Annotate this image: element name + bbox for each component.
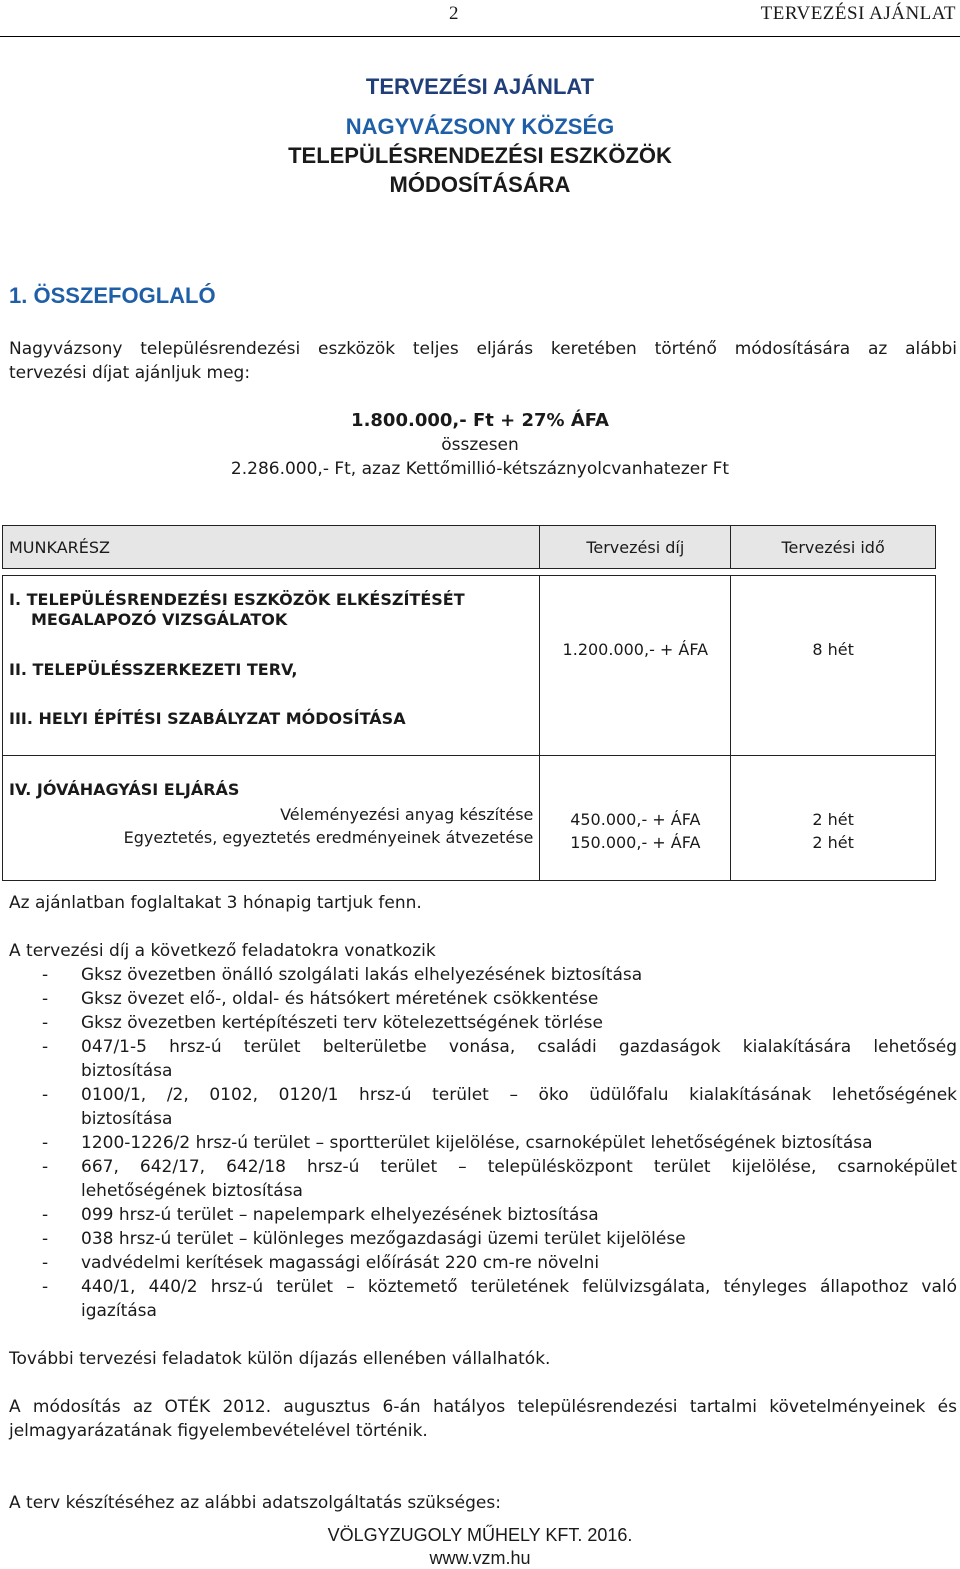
list-item: - 099 hrsz-ú terület – napelempark elhelyezésének biztosítása	[42, 1205, 599, 1225]
list-item: - 667, 642/17, 642/18 hrsz-ú terület – településközpont terület kijelölése, csarnoképület lehetőségének biztosítása	[42, 1157, 957, 1201]
group2-title: IV. JÓVÁHAGYÁSI ELJÁRÁS	[9, 780, 240, 799]
group1-time: 8 hét	[731, 576, 936, 756]
section-heading: 1. ÖSSZEFOGLALÓ	[9, 283, 216, 308]
group2-row-1-label: Véleményezési anyag készítése	[280, 805, 534, 824]
intro-line-1: Nagyvázsony településrendezési eszközök teljes eljárás keretében történő módosítására az alábbi	[9, 339, 957, 359]
list-item: - 0100/1, /2, 0102, 0120/1 hrsz-ú terület – öko üdülőfalu kialakításának lehetőségének biztosítása	[42, 1085, 957, 1129]
header-part: MUNKARÉSZ	[3, 526, 540, 569]
subtitle-municipality: NAGYVÁZSONY KÖZSÉG	[345, 114, 615, 139]
fee-table	[2, 525, 936, 881]
item-1-line-1: I. TELEPÜLÉSRENDEZÉSI ESZKÖZÖK ELKÉSZÍTÉSÉT	[9, 590, 465, 609]
footer-company: VÖLGYZUGOLY MŰHELY KFT. 2016.	[327, 1525, 633, 1545]
list-item: - Gksz övezetben önálló szolgálati lakás elhelyezésének biztosítása	[42, 965, 643, 985]
header-time: Tervezési idő	[731, 526, 936, 569]
item-2: II. TELEPÜLÉSSZERKEZETI TERV,	[9, 660, 298, 679]
list-item: - vadvédelmi kerítések magassági előírását 220 cm-re növelni	[42, 1253, 600, 1273]
group1-items	[3, 576, 540, 756]
page-number: 2	[449, 3, 459, 24]
group2-times	[731, 756, 936, 881]
additional-tasks: További tervezési feladatok külön díjazás ellenében vállalhatók.	[9, 1349, 551, 1369]
price-total-label: összesen	[441, 435, 519, 455]
list-item: - 038 hrsz-ú terület – különleges mezőgazdasági üzemi terület kijelölése	[42, 1229, 686, 1249]
header-title: TERVEZÉSI AJÁNLAT	[760, 3, 956, 24]
list-item: - 1200-1226/2 hrsz-ú terület – sportterület kijelölése, csarnoképület lehetőségének biztosítása	[42, 1133, 873, 1153]
header-divider	[0, 36, 960, 37]
group1-fee: 1.200.000,- + ÁFA	[540, 576, 731, 756]
group2-row-2-label: Egyeztetés, egyeztetés eredményeinek átvezetése	[123, 828, 534, 847]
data-required: A terv készítéséhez az alábbi adatszolgáltatás szükséges:	[9, 1493, 501, 1513]
scope-intro: A tervezési díj a következő feladatokra vonatkozik	[9, 941, 436, 961]
price-net: 1.800.000,- Ft + 27% ÁFA	[351, 410, 609, 431]
group2-fees	[540, 756, 731, 881]
price-total: 2.286.000,- Ft, azaz Kettőmillió-kétszáznyolcvanhatezer Ft	[230, 459, 730, 479]
otek-line-2: jelmagyarázatának figyelembevételével történik.	[9, 1421, 428, 1441]
footer-url[interactable]: www.vzm.hu	[429, 1548, 531, 1568]
group2-items	[3, 756, 540, 881]
table-row	[3, 756, 936, 881]
list-item: - 440/1, 440/2 hrsz-ú terület – köztemető területének felülvizsgálata, tényleges állapothoz való igazítása	[42, 1277, 957, 1321]
item-3: III. HELYI ÉPÍTÉSI SZABÁLYZAT MÓDOSÍTÁSA	[9, 709, 406, 728]
table-row	[3, 576, 936, 756]
subtitle-line-2: TELEPÜLÉSRENDEZÉSI ESZKÖZÖK	[288, 143, 672, 168]
intro-line-2: tervezési díjat ajánljuk meg:	[9, 363, 251, 383]
subtitle-line-3: MÓDOSÍTÁSÁRA	[389, 172, 571, 197]
group2-row-2-fee: 150.000,- + ÁFA	[570, 833, 701, 852]
validity-text: Az ajánlatban foglaltakat 3 hónapig tartjuk fenn.	[9, 893, 422, 913]
list-item: - Gksz övezetben kertépítészeti terv kötelezettségének törlése	[42, 1013, 603, 1033]
list-item: - 047/1-5 hrsz-ú terület belterületbe vonása, családi gazdaságok kialakítására lehetőség biztosítása	[42, 1037, 957, 1081]
table-header-row	[3, 526, 936, 569]
group2-row-2-time: 2 hét	[812, 833, 854, 852]
group2-row-1-fee: 450.000,- + ÁFA	[570, 810, 701, 829]
list-item: - Gksz övezet elő-, oldal- és hátsókert méretének csökkentése	[42, 989, 599, 1009]
item-1-line-2: MEGALAPOZÓ VIZSGÁLATOK	[31, 610, 288, 629]
otek-line-1: A módosítás az OTÉK 2012. augusztus 6-án hatályos településrendezési tartalmi követelményeinek és	[9, 1397, 957, 1417]
group2-row-1-time: 2 hét	[812, 810, 854, 829]
document-title: TERVEZÉSI AJÁNLAT	[365, 74, 595, 99]
header-fee: Tervezési díj	[540, 526, 731, 569]
